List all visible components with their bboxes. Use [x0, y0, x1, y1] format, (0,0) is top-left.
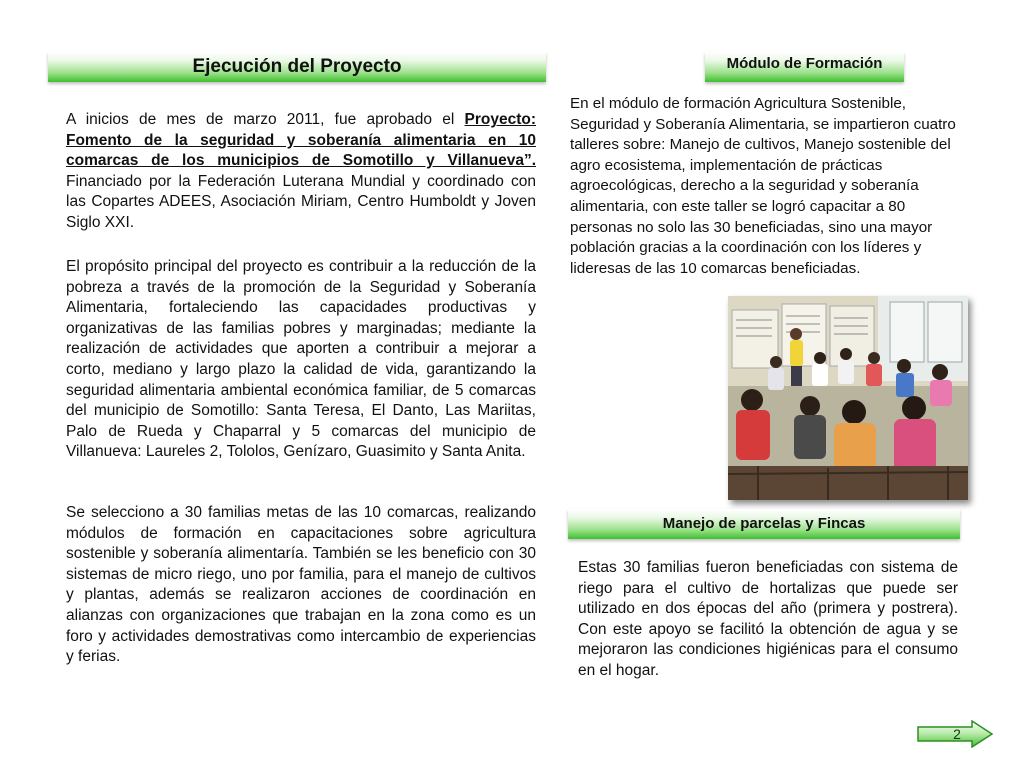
intro-text: A inicios de mes de marzo 2011, fue aprobado el	[66, 111, 465, 128]
section-title-ejecucion: Ejecución del Proyecto	[48, 52, 546, 82]
project-name: Proyecto: Fomento de la seguridad y soberanía alimentaria en 10 comarcas de los municipios de Somotillo y Villanueva”.	[66, 111, 536, 170]
paragraph-manejo: Estas 30 familias fueron beneficiadas con sistema de riego para el cultivo de hortalizas que puede ser utilizado en dos épocas del año (primera y postrera). Con este apoyo se facilitó la obtención de agua y se mejoraron las condiciones higiénicas para el consumo en el hogar.	[578, 559, 958, 679]
paragraph-families: Se selecciono a 30 familias metas de las 10 comarcas, realizando módulos de formación en capacitaciones sobre agricultura sostenible y soberanía alimentaría. También se les beneficio con 30 sistemas de micro riego, uno por familia, para el manejo de cultivos y plantas, además se realizaron acciones de coordinación en alianzas con organizaciones que trabajan en la zona como es un foro y actividades demostrativas como intercambio de experiencias y ferias.	[66, 504, 536, 666]
funding-text: Financiado por la Federación Luterana Mundial y coordinado con las Copartes ADEES, Asociación Miriam, Centro Humboldt y Joven Siglo XXI.	[66, 172, 536, 231]
paragraph-intro	[66, 110, 536, 234]
page-number: 2	[953, 726, 961, 742]
paragraph-modulo: En el módulo de formación Agricultura Sostenible, Seguridad y Soberanía Alimentaria, se impartieron cuatro talleres sobre: Manejo de cultivos, Manejo sostenible del agro ecosistema, implementación de prácticas agroecológicas, derecho a la seguridad y soberanía alimentaria, con este taller se logró capacitar a 80 personas no solo las 30 beneficiadas, sino una mayor población gracias a la coordinación con los líderes y lideresas de las 10 comarcas beneficiadas.	[570, 95, 956, 277]
training-photo	[728, 296, 968, 500]
paragraph-purpose: El propósito principal del proyecto es contribuir a la reducción de la pobreza a través de la promoción de la Seguridad y Soberanía Alimentaria, fortaleciendo las capacidades productivas y organizativas de las familias pobres y marginadas; mediante la realización de actividades que aporten a contribuir a mejorar a corto, mediano y largo plazo la calidad de vida, garantizando la seguridad alimentaria ambiental económica familiar, de 5 comarcas del municipio de Somotillo: Santa Teresa, El Danto, Las Mariitas, Palo de Rueda y Chaparral y 5 comarcas del municipio de Villanueva: Laureles 2, Tololos, Genízaro, Guasimito y Santa Anita.	[66, 258, 536, 461]
section-title-manejo: Manejo de parcelas y Fincas	[568, 509, 960, 539]
section-title-modulo: Módulo de Formación	[705, 52, 904, 82]
